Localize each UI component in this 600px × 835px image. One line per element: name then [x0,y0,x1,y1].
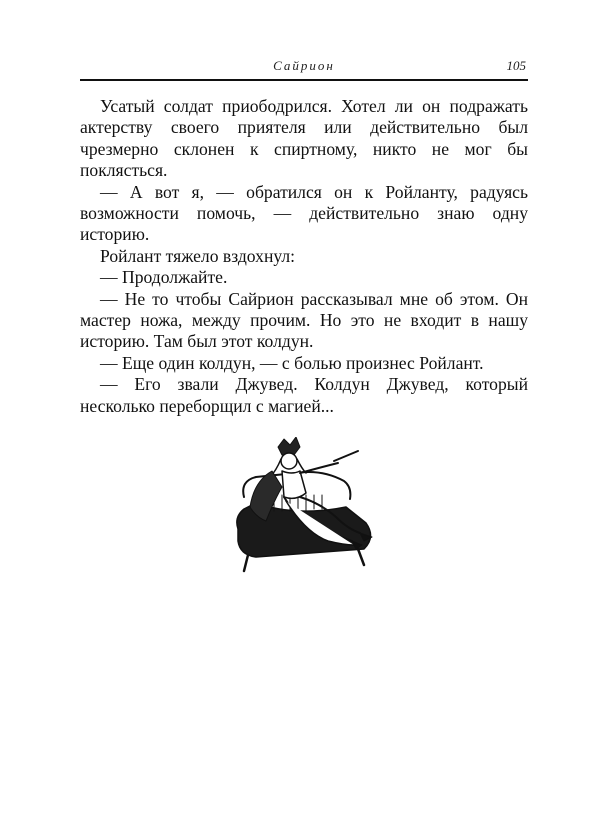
paragraph: — А вот я, — обратился он к Ройланту, радуясь возможности помочь, — действительно знаю одну историю. [80,181,528,245]
paragraph: Ройлант тяжело вздохнул: [100,245,296,266]
header-rule [80,79,528,81]
running-header [80,58,528,78]
running-title: Сайрион [273,58,335,73]
reclining-figure-illustration [226,437,388,579]
reclining-figure-icon [226,437,388,579]
paragraph: Усатый солдат приободрился. Хотел ли он подражать актерству своего приятеля или действительно был чрезмерно склонен к спиртному, никто не мог бы поклясться. [80,96,528,181]
paragraph: — Продолжайте. [100,267,228,288]
paragraph: — Его звали Джувед. Колдун Джувед, который несколько переборщил с магией... [80,374,528,416]
paragraph: — Не то чтобы Сайрион рассказывал мне об этом. Он мастер ножа, между прочим. Но это не входит в нашу историю. Там был этот колдун. [80,288,528,352]
body-text [80,96,528,417]
page-number: 105 [506,58,526,73]
paragraph: — Еще один колдун, — с болью произнес Ройлант. [100,352,484,373]
